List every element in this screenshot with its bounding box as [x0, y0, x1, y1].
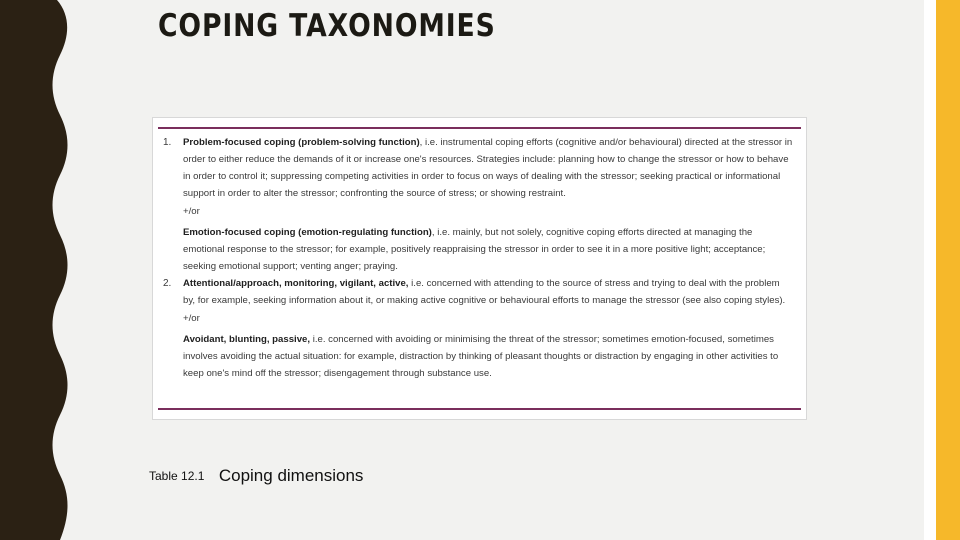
- caption-title: Coping dimensions: [218, 466, 364, 485]
- and-or-connector: +/or: [183, 313, 200, 324]
- decorative-wavy-band: [0, 0, 80, 540]
- coping-description: i.e. concerned with attending to the source of stress and trying to deal with the problem by, for example, seeking information about it, or making active cognitive or behavioural efforts to manage the stressor (see also coping styles).: [183, 278, 786, 306]
- table-bottom-rule: [158, 408, 801, 410]
- table-item-1: [163, 134, 793, 202]
- caption-label: Table 12.1: [149, 469, 205, 483]
- slide-title: COPING TAXONOMIES: [158, 8, 496, 44]
- coping-term: Emotion-focused coping (emotion-regulating function): [183, 227, 432, 238]
- table-item-2: [163, 275, 793, 309]
- coping-term: Avoidant, blunting, passive,: [183, 334, 311, 345]
- table-content: [163, 134, 793, 382]
- table-top-rule: [158, 127, 801, 129]
- item-number: 1.: [163, 137, 172, 148]
- coping-description: , i.e. mainly, but not solely, cognitive coping efforts directed at managing the emotional response to the stressor; for example, positively reappraising the stressor in order to see it in a more positive light; acceptance; seeking emotional support; venting anger; praying.: [183, 227, 766, 272]
- coping-term: Problem-focused coping (problem-solving function): [183, 137, 420, 148]
- table-caption: [149, 466, 363, 486]
- coping-description: i.e. concerned with avoiding or minimising the threat of the stressor; sometimes emotion-focused, sometimes involves avoiding the actual situation: for example, distraction by thinking of pleasant thoughts or distraction by engaging in other activities to keep one's mind off the stressor; disengagement through substance use.: [183, 334, 779, 379]
- item-number: 2.: [163, 278, 172, 289]
- and-or-connector: +/or: [183, 206, 200, 217]
- right-accent-band: [936, 0, 960, 540]
- table-item-1-alt: [163, 224, 793, 275]
- coping-term: Attentional/approach, monitoring, vigilant, active,: [183, 278, 409, 289]
- coping-dimensions-table: [152, 117, 807, 420]
- coping-description: , i.e. instrumental coping efforts (cognitive and/or behavioural) directed at the stressor in order to either reduce the demands of it or increase one's resources. Strategies include: planning how to change the stressor or how to behave in order to control it; suppressing competing activities in order to focus on ways of dealing with the stressor; seeking practical or informational support in order to alter the stressor; confronting the source of stress; or showing restraint.: [183, 137, 793, 199]
- table-item-2-alt: [163, 331, 793, 382]
- right-accent-gap: [924, 0, 936, 540]
